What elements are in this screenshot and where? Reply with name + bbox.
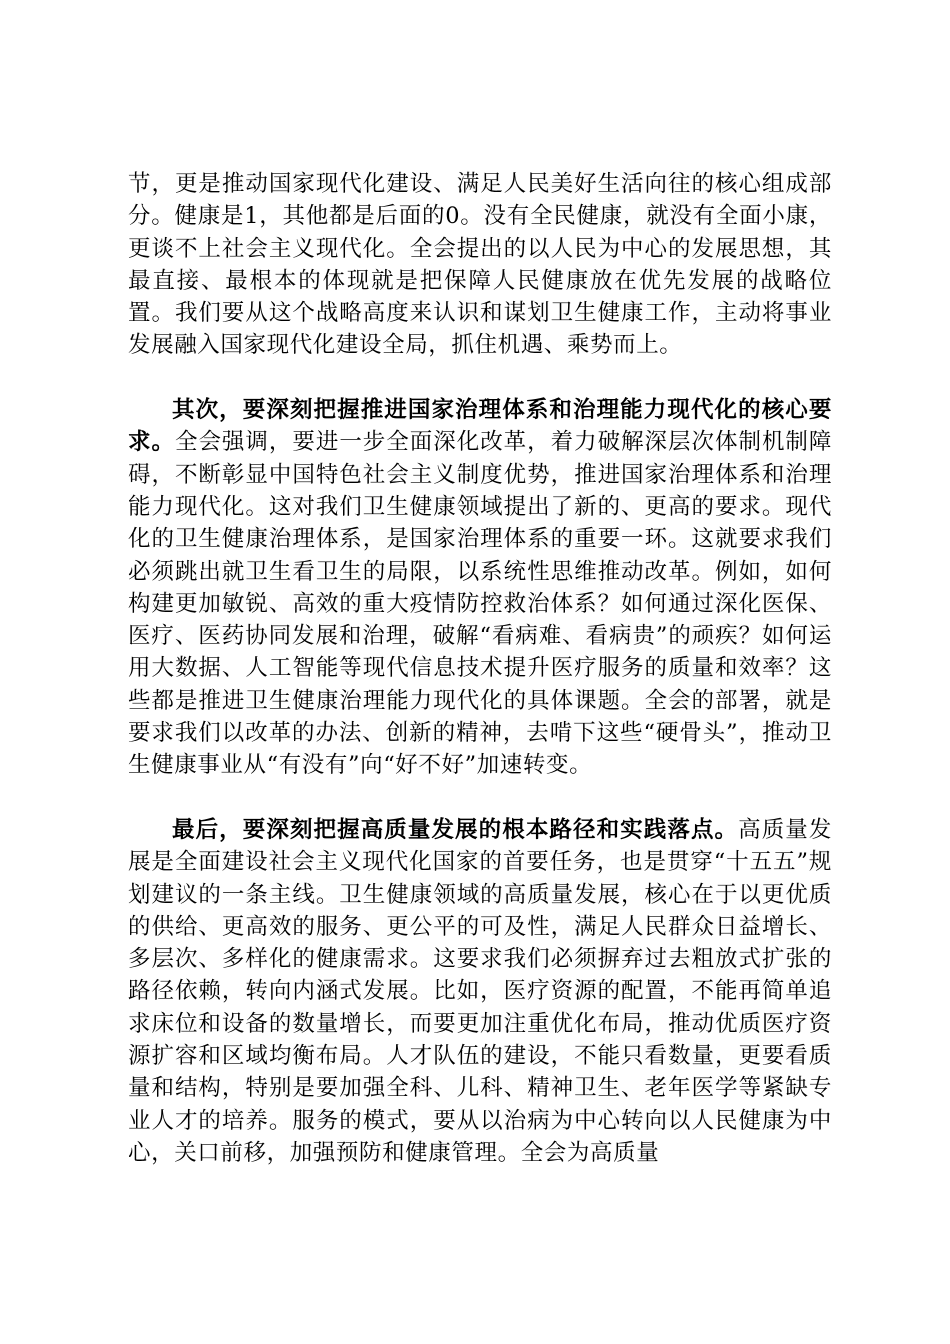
paragraph-governance bbox=[128, 394, 832, 782]
paragraph-body: 全会强调，要进一步全面深化改革，着力破解深层次体制机制障碍，不断彰显中国特色社会主义制度优势，推进国家治理体系和治理能力现代化。这对我们卫生健康领域提出了新的、更高的要求。现代化的卫生健康治理体系，是国家治理体系的重要一环。这就要求我们必须跳出就卫生看卫生的局限，以系统性思维推动改革。例如，如何构建更加敏锐、高效的重大疫情防控救治体系？如何通过深化医保、医疗、医药协同发展和治理，破解“看病难、看病贵”的顽疾？如何运用大数据、人工智能等现代信息技术提升医疗服务的质量和效率？这些都是推进卫生健康治理能力现代化的具体课题。全会的部署，就是要求我们以改革的办法、创新的精神，去啃下这些“硬骨头”，推动卫生健康事业从“有没有”向“好不好”加速转变。 bbox=[128, 429, 832, 779]
paragraph-continuation bbox=[128, 168, 832, 362]
document-page bbox=[128, 168, 832, 1169]
paragraph-body: 高质量发展是全面建设社会主义现代化国家的首要任务，也是贯穿“十五五”规划建议的一条主线。卫生健康领域的高质量发展，核心在于以更优质的供给、更高效的服务、更公平的可及性，满足人民群众日益增长、多层次、多样化的健康需求。这要求我们必须摒弃过去粗放式扩张的路径依赖，转向内涵式发展。比如，医疗资源的配置，不能再简单追求床位和设备的数量增长，而要更加注重优化布局，推动优质医疗资源扩容和区域均衡布局。人才队伍的建设，不能只看数量，更要看质量和结构，特别是要加强全科、儿科、精神卫生、老年医学等紧缺专业人才的培养。服务的模式，要从以治病为中心转向以人民健康为中心，关口前移，加强预防和健康管理。全会为高质量 bbox=[128, 816, 832, 1166]
paragraph-lead-heading: 其次，要深刻把握推进国家治理体系和治理能力现代化的核心要求。 bbox=[128, 397, 832, 456]
paragraph-lead-heading: 最后，要深刻把握高质量发展的根本路径和实践落点。 bbox=[172, 816, 739, 843]
paragraph-body: 节，更是推动国家现代化建设、满足人民美好生活向往的核心组成部分。健康是1，其他都是后面的0。没有全民健康，就没有全面小康，更谈不上社会主义现代化。全会提出的以人民为中心的发展思想，其最直接、最根本的体现就是把保障人民健康放在优先发展的战略位置。我们要从这个战略高度来认识和谋划卫生健康工作，主动将事业发展融入国家现代化建设全局，抓住机遇、乘势而上。 bbox=[128, 171, 832, 359]
paragraph-high-quality-development bbox=[128, 814, 832, 1169]
